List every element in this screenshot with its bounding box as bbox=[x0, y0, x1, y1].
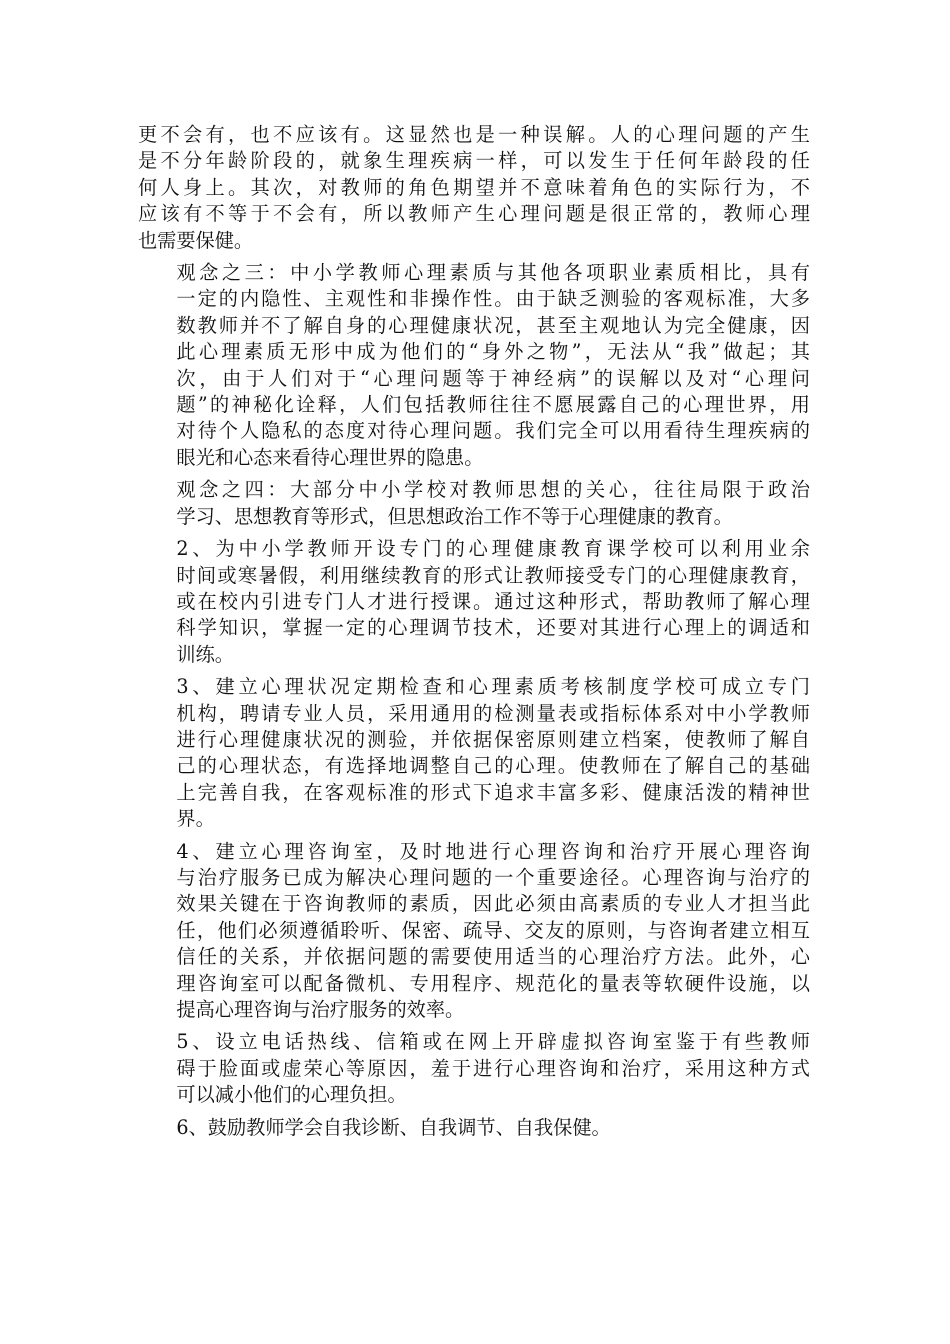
text-line: 4、建立心理咨询室，及时地进行心理咨询和治疗开展心理咨询 bbox=[176, 839, 810, 863]
text-line: 次，由于人们对于“心理问题等于神经病”的误解以及对“心理问 bbox=[176, 366, 810, 390]
text-line: 也需要保健。 bbox=[138, 228, 254, 252]
text-line: 进行心理健康状况的测验，并依据保密原则建立档案，使教师了解自 bbox=[176, 727, 810, 751]
text-line: 观念之三：中小学教师心理素质与其他各项职业素质相比，具有 bbox=[176, 261, 810, 285]
text-line: 碍于脸面或虚荣心等原因，羞于进行心理咨询和治疗，采用这种方式 bbox=[176, 1056, 810, 1080]
text-line: 对待个人隐私的态度对待心理问题。我们完全可以用看待生理疾病的 bbox=[176, 419, 810, 443]
text-line: 己的心理状态，有选择地调整自己的心理。使教师在了解自己的基础 bbox=[176, 754, 810, 778]
text-line: 学习、思想教育等形式，但思想政治工作不等于心理健康的教育。 bbox=[176, 504, 733, 528]
text-line: 上完善自我，在客观标准的形式下追求丰富多彩、健康活泼的精神世 bbox=[176, 780, 810, 804]
text-line: 更不会有，也不应该有。这显然也是一种误解。人的心理问题的产生 bbox=[138, 123, 810, 146]
text-line: 科学知识，掌握一定的心理调节技术，还要对其进行心理上的调适和 bbox=[176, 616, 810, 640]
paragraph bbox=[138, 122, 810, 254]
document-page bbox=[138, 122, 810, 1147]
paragraph bbox=[138, 260, 810, 471]
text-line: 5、设立电话热线、信箱或在网上开辟虚拟咨询室鉴于有些教师 bbox=[176, 1030, 810, 1054]
text-line: 一定的内隐性、主观性和非操作性。由于缺乏测验的客观标准，大多 bbox=[176, 287, 810, 311]
text-line: 题”的神秘化诠释，人们包括教师往往不愿展露自己的心理世界，用 bbox=[176, 393, 810, 417]
paragraph bbox=[138, 1029, 810, 1108]
text-line: 2、为中小学教师开设专门的心理健康教育课学校可以利用业余 bbox=[176, 537, 810, 561]
text-line: 可以减小他们的心理负担。 bbox=[176, 1083, 407, 1107]
text-line: 机构，聘请专业人员，采用通用的检测量表或指标体系对中小学教师 bbox=[176, 701, 810, 725]
text-line: 或在校内引进专门人才进行授课。通过这种形式，帮助教师了解心理 bbox=[176, 589, 810, 613]
text-line: 数教师并不了解自身的心理健康状况，甚至主观地认为完全健康，因 bbox=[176, 313, 810, 337]
text-line: 提高心理咨询与治疗服务的效率。 bbox=[176, 998, 465, 1021]
text-line: 何人身上。其次，对教师的角色期望并不意味着角色的实际行为，不 bbox=[138, 175, 810, 199]
paragraph bbox=[138, 1115, 810, 1141]
text-line: 时间或寒暑假，利用继续教育的形式让教师接受专门的心理健康教育， bbox=[176, 563, 810, 587]
text-line: 6、鼓励教师学会自我诊断、自我调节、自我保健。 bbox=[176, 1115, 611, 1139]
text-line: 与治疗服务已成为解决心理问题的一个重要途径。心理咨询与治疗的 bbox=[176, 865, 810, 889]
paragraph bbox=[138, 839, 810, 1024]
paragraph bbox=[138, 674, 810, 832]
text-line: 效果关键在于咨询教师的素质，因此必须由高素质的专业人才担当此 bbox=[176, 892, 810, 916]
paragraph bbox=[138, 536, 810, 668]
text-line: 训练。 bbox=[176, 642, 234, 666]
paragraph bbox=[138, 477, 810, 530]
text-line: 信任的关系，并依据问题的需要使用适当的心理治疗方法。此外，心 bbox=[176, 945, 810, 969]
text-line: 理咨询室可以配备微机、专用程序、规范化的量表等软硬件设施，以 bbox=[176, 971, 810, 995]
text-line: 界。 bbox=[176, 807, 215, 831]
text-line: 3、建立心理状况定期检查和心理素质考核制度学校可成立专门 bbox=[176, 675, 810, 699]
text-line: 观念之四：大部分中小学校对教师思想的关心，往往局限于政治 bbox=[176, 478, 810, 502]
text-line: 眼光和心态来看待心理世界的隐患。 bbox=[176, 445, 484, 469]
text-line: 此心理素质无形中成为他们的“身外之物”，无法从“我”做起；其 bbox=[176, 340, 810, 364]
text-line: 任，他们必须遵循聆听、保密、疏导、交友的原则，与咨询者建立相互 bbox=[176, 918, 810, 942]
text-line: 应该有不等于不会有，所以教师产生心理问题是很正常的，教师心理 bbox=[138, 202, 810, 226]
text-line: 是不分年龄阶段的，就象生理疾病一样，可以发生于任何年龄段的任 bbox=[138, 149, 810, 173]
